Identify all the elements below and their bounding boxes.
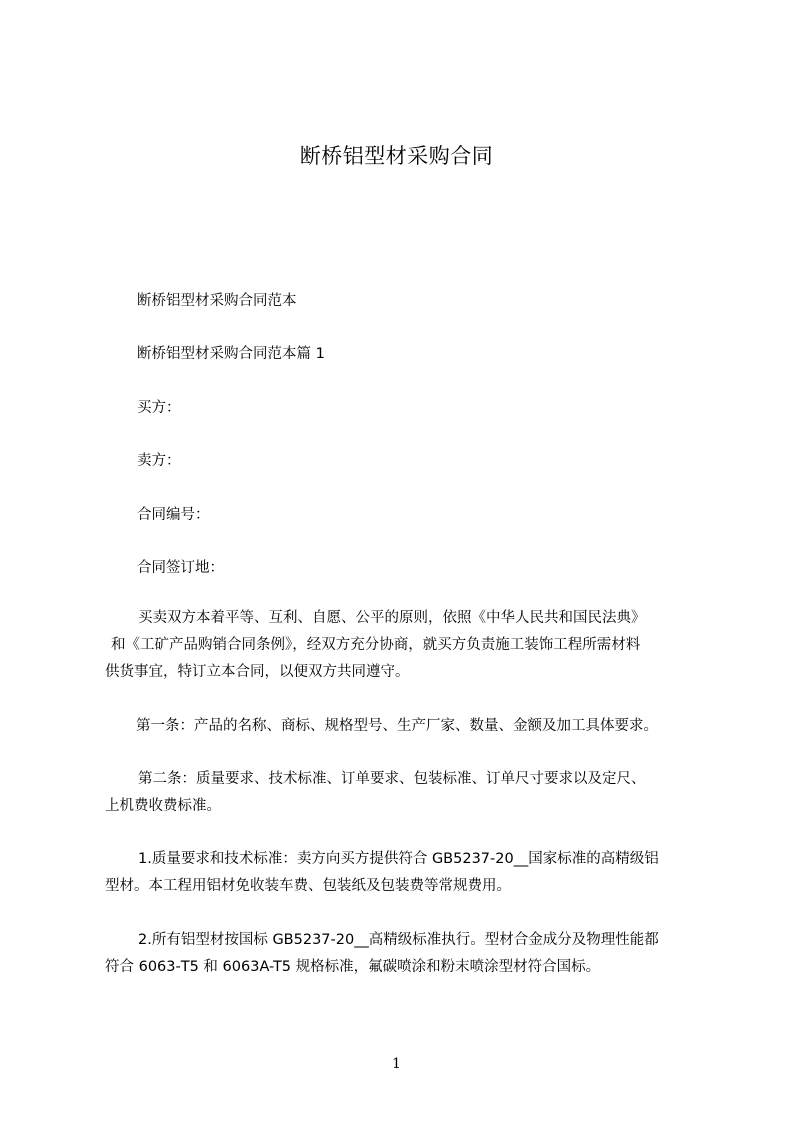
buyer-label: 买方： xyxy=(137,400,181,416)
seller-label: 卖方： xyxy=(137,453,181,469)
paragraph-line: 型材。本工程用铝材免收装车费、包装纸及包装费等常规费用。 xyxy=(105,878,511,894)
quality-clause-paragraph xyxy=(105,846,705,900)
article-two-paragraph xyxy=(105,766,705,820)
paragraph-line: 第一条：产品的名称、商标、规格型号、生产厂家、数量、金额及加工具体要求。 xyxy=(136,718,658,734)
paragraph-line: 供货事宜，特订立本合同，以便双方共同遵守。 xyxy=(105,664,410,680)
article-one-paragraph xyxy=(105,713,705,740)
paragraph-line: 和《工矿产品购销合同条例》，经双方充分协商，就买方负责施工装饰工程所需材料 xyxy=(111,637,641,653)
section-heading: 断桥铝型材采购合同范本篇 1 xyxy=(137,346,325,362)
contract-number-label: 合同编号： xyxy=(137,507,210,523)
paragraph-line: 1.质量要求和技术标准：卖方向买方提供符合 GB5237-20__国家标准的高精级铝 xyxy=(138,851,659,867)
contract-location-label: 合同签订地： xyxy=(137,560,224,576)
paragraph-line: 上机费收费标准。 xyxy=(105,798,221,814)
paragraph-line: 第二条：质量要求、技术标准、订单要求、包装标准、订单尺寸要求以及定尺、 xyxy=(138,771,646,787)
page-number: 1 xyxy=(392,1056,401,1072)
subtitle-line: 断桥铝型材采购合同范本 xyxy=(137,293,297,309)
paragraph-line: 买卖双方本着平等、互利、自愿、公平的原则，依照《中华人民共和国民法典》 xyxy=(138,610,646,626)
document-title: 断桥铝型材采购合同 xyxy=(299,144,494,168)
preamble-paragraph xyxy=(105,605,705,686)
paragraph-line: 2.所有铝型材按国标 GB5237-20__高精级标准执行。型材合金成分及物理性能都 xyxy=(138,932,659,948)
standard-clause-paragraph xyxy=(105,927,705,981)
paragraph-line: 符合 6063-T5 和 6063A-T5 规格标准，氟碳喷涂和粉末喷涂型材符合国标。 xyxy=(105,959,601,975)
